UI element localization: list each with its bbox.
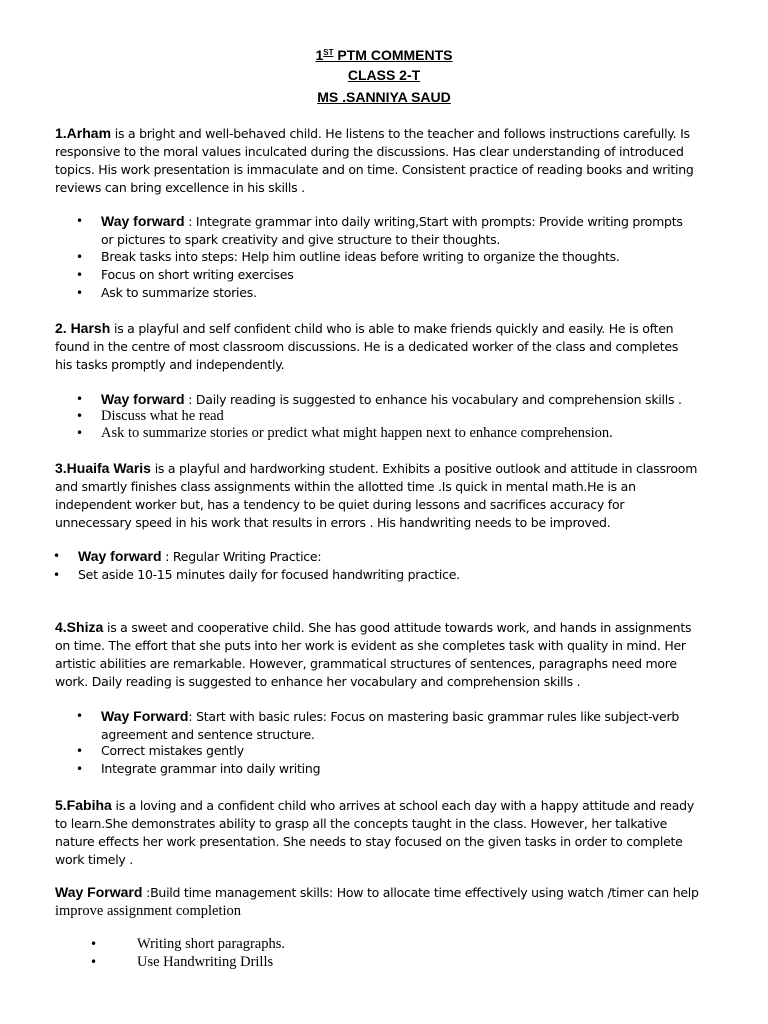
student-name: 3.Huaifa Waris [55, 460, 151, 476]
student-comment-fabiha [55, 796, 720, 869]
comment-line: is a bright and well-behaved child. He listens to the teacher and follows instructions carefully. Is [111, 126, 690, 141]
way-forward-label: Way forward [101, 391, 185, 407]
student-comment-arham [55, 124, 720, 197]
bullet-icon: • [53, 549, 61, 563]
way-forward-label: Way forward [101, 213, 185, 229]
title-number: 1 [315, 47, 324, 63]
way-forward-text: : Start with basic rules: Focus on mastering basic grammar rules like subject-verb [188, 709, 680, 724]
comment-line: is a playful and hardworking student. Exhibits a positive outlook and attitude in classroom [150, 461, 698, 476]
list-item: Writing short paragraphs. [137, 936, 286, 952]
bullet-icon: • [76, 268, 84, 282]
way-forward-text: agreement and sentence structure. [101, 727, 315, 742]
comment-line: his tasks promptly and independently. [55, 357, 285, 372]
comment-line: work timely . [55, 852, 134, 867]
way-forward-shiza [101, 707, 721, 744]
way-forward-label: Way Forward [101, 708, 189, 724]
comment-line: is a loving and a confident child who arrives at school each day with a happy attitude and ready [111, 798, 694, 813]
bullet-icon: • [90, 955, 98, 969]
student-name: 4.Shiza [55, 619, 104, 635]
bullet-icon: • [76, 286, 84, 300]
list-item: Use Handwriting Drills [137, 954, 274, 970]
student-comment-harsh [55, 319, 720, 374]
bullet-icon: • [76, 762, 84, 776]
way-forward-text: : Integrate grammar into daily writing,Start with prompts: Provide writing prompts [184, 214, 683, 229]
student-comment-huaifa [55, 459, 720, 532]
bullet-icon: • [90, 937, 98, 951]
bullet-icon: • [76, 250, 84, 264]
list-item: Ask to summarize stories or predict what might happen next to enhance comprehension. [101, 425, 613, 441]
comment-line: artistic abilities are remarkable. However, grammatical structures of sentences, paragraphs need more [55, 656, 677, 671]
bullet-icon: • [76, 392, 84, 406]
bullet-icon: • [76, 709, 84, 723]
way-forward-huaifa [78, 547, 321, 566]
teacher-heading: MS .SANNIYA SAUD [317, 89, 451, 105]
title-text: PTM COMMENTS [333, 47, 453, 63]
list-item: Integrate grammar into daily writing [101, 761, 321, 776]
comment-line: topics. His work presentation is immaculate and on time. Consistent practice of reading books and writing [55, 162, 694, 177]
way-forward-text: : Regular Writing Practice: [161, 549, 322, 564]
way-forward-label: Way Forward [55, 884, 143, 900]
comment-line: responsive to the moral values inculcated during the discussions. Has clear understanding of introduced [55, 144, 684, 159]
class-heading: CLASS 2-T [347, 67, 421, 83]
comment-line: is a sweet and cooperative child. She has good attitude towards work, and hands in assignments [103, 620, 692, 635]
list-item: Break tasks into steps: Help him outline ideas before writing to organize the thoughts. [101, 249, 620, 264]
comment-line: independent worker but, has a tendency to be quiet during lessons and sacrifices accuracy for [55, 497, 625, 512]
comment-line: unnecessary speed in his work that results in errors . His handwriting needs to be improved. [55, 515, 611, 530]
comment-line: is a playful and self confident child who is able to make friends quickly and easily. He is often [110, 321, 674, 336]
student-name: 5.Fabiha [55, 797, 112, 813]
comment-line: and smartly finishes class assignments within the allotted time .Is quick in mental math.He is an [55, 479, 636, 494]
student-name: 1.Arham [55, 125, 112, 141]
comment-line: to learn.She demonstrates ability to grasp all the concepts taught in the class. However, her talkative [55, 816, 668, 831]
way-forward-text: : Daily reading is suggested to enhance his vocabulary and comprehension skills . [184, 392, 682, 407]
document-title [0, 44, 768, 64]
bullet-icon: • [76, 409, 84, 423]
bullet-icon: • [76, 426, 84, 440]
way-forward-fabiha [55, 883, 725, 920]
list-item: Correct mistakes gently [101, 743, 244, 758]
student-name: 2. Harsh [55, 320, 111, 336]
way-forward-text: improve assignment completion [55, 903, 242, 919]
list-item: Ask to summarize stories. [101, 285, 257, 300]
comment-line: work. Daily reading is suggested to enhance her vocabulary and comprehension skills . [55, 674, 581, 689]
way-forward-arham [101, 212, 721, 249]
comment-line: found in the centre of most classroom discussions. He is a dedicated worker of the class and completes [55, 339, 679, 354]
comment-line: nature effects her work presentation. She needs to stay focused on the given tasks in order to complete [55, 834, 683, 849]
student-comment-shiza [55, 618, 720, 691]
list-item: Set aside 10-15 minutes daily for focused handwriting practice. [78, 567, 460, 582]
bullet-icon: • [76, 744, 84, 758]
comment-line: reviews can bring excellence in his skills . [55, 180, 305, 195]
bullet-icon: • [76, 214, 84, 228]
title-superscript: ST [323, 48, 334, 57]
bullet-icon: • [53, 568, 61, 582]
list-item: Discuss what he read [101, 408, 224, 424]
way-forward-text: or pictures to spark creativity and give structure to their thoughts. [101, 232, 501, 247]
way-forward-label: Way forward [78, 548, 162, 564]
way-forward-text: :Build time management skills: How to allocate time effectively using watch /timer can help [142, 885, 699, 900]
list-item: Focus on short writing exercises [101, 267, 294, 282]
comment-line: on time. The effort that she puts into her work is evident as she completes task with quality in mind. Her [55, 638, 686, 653]
